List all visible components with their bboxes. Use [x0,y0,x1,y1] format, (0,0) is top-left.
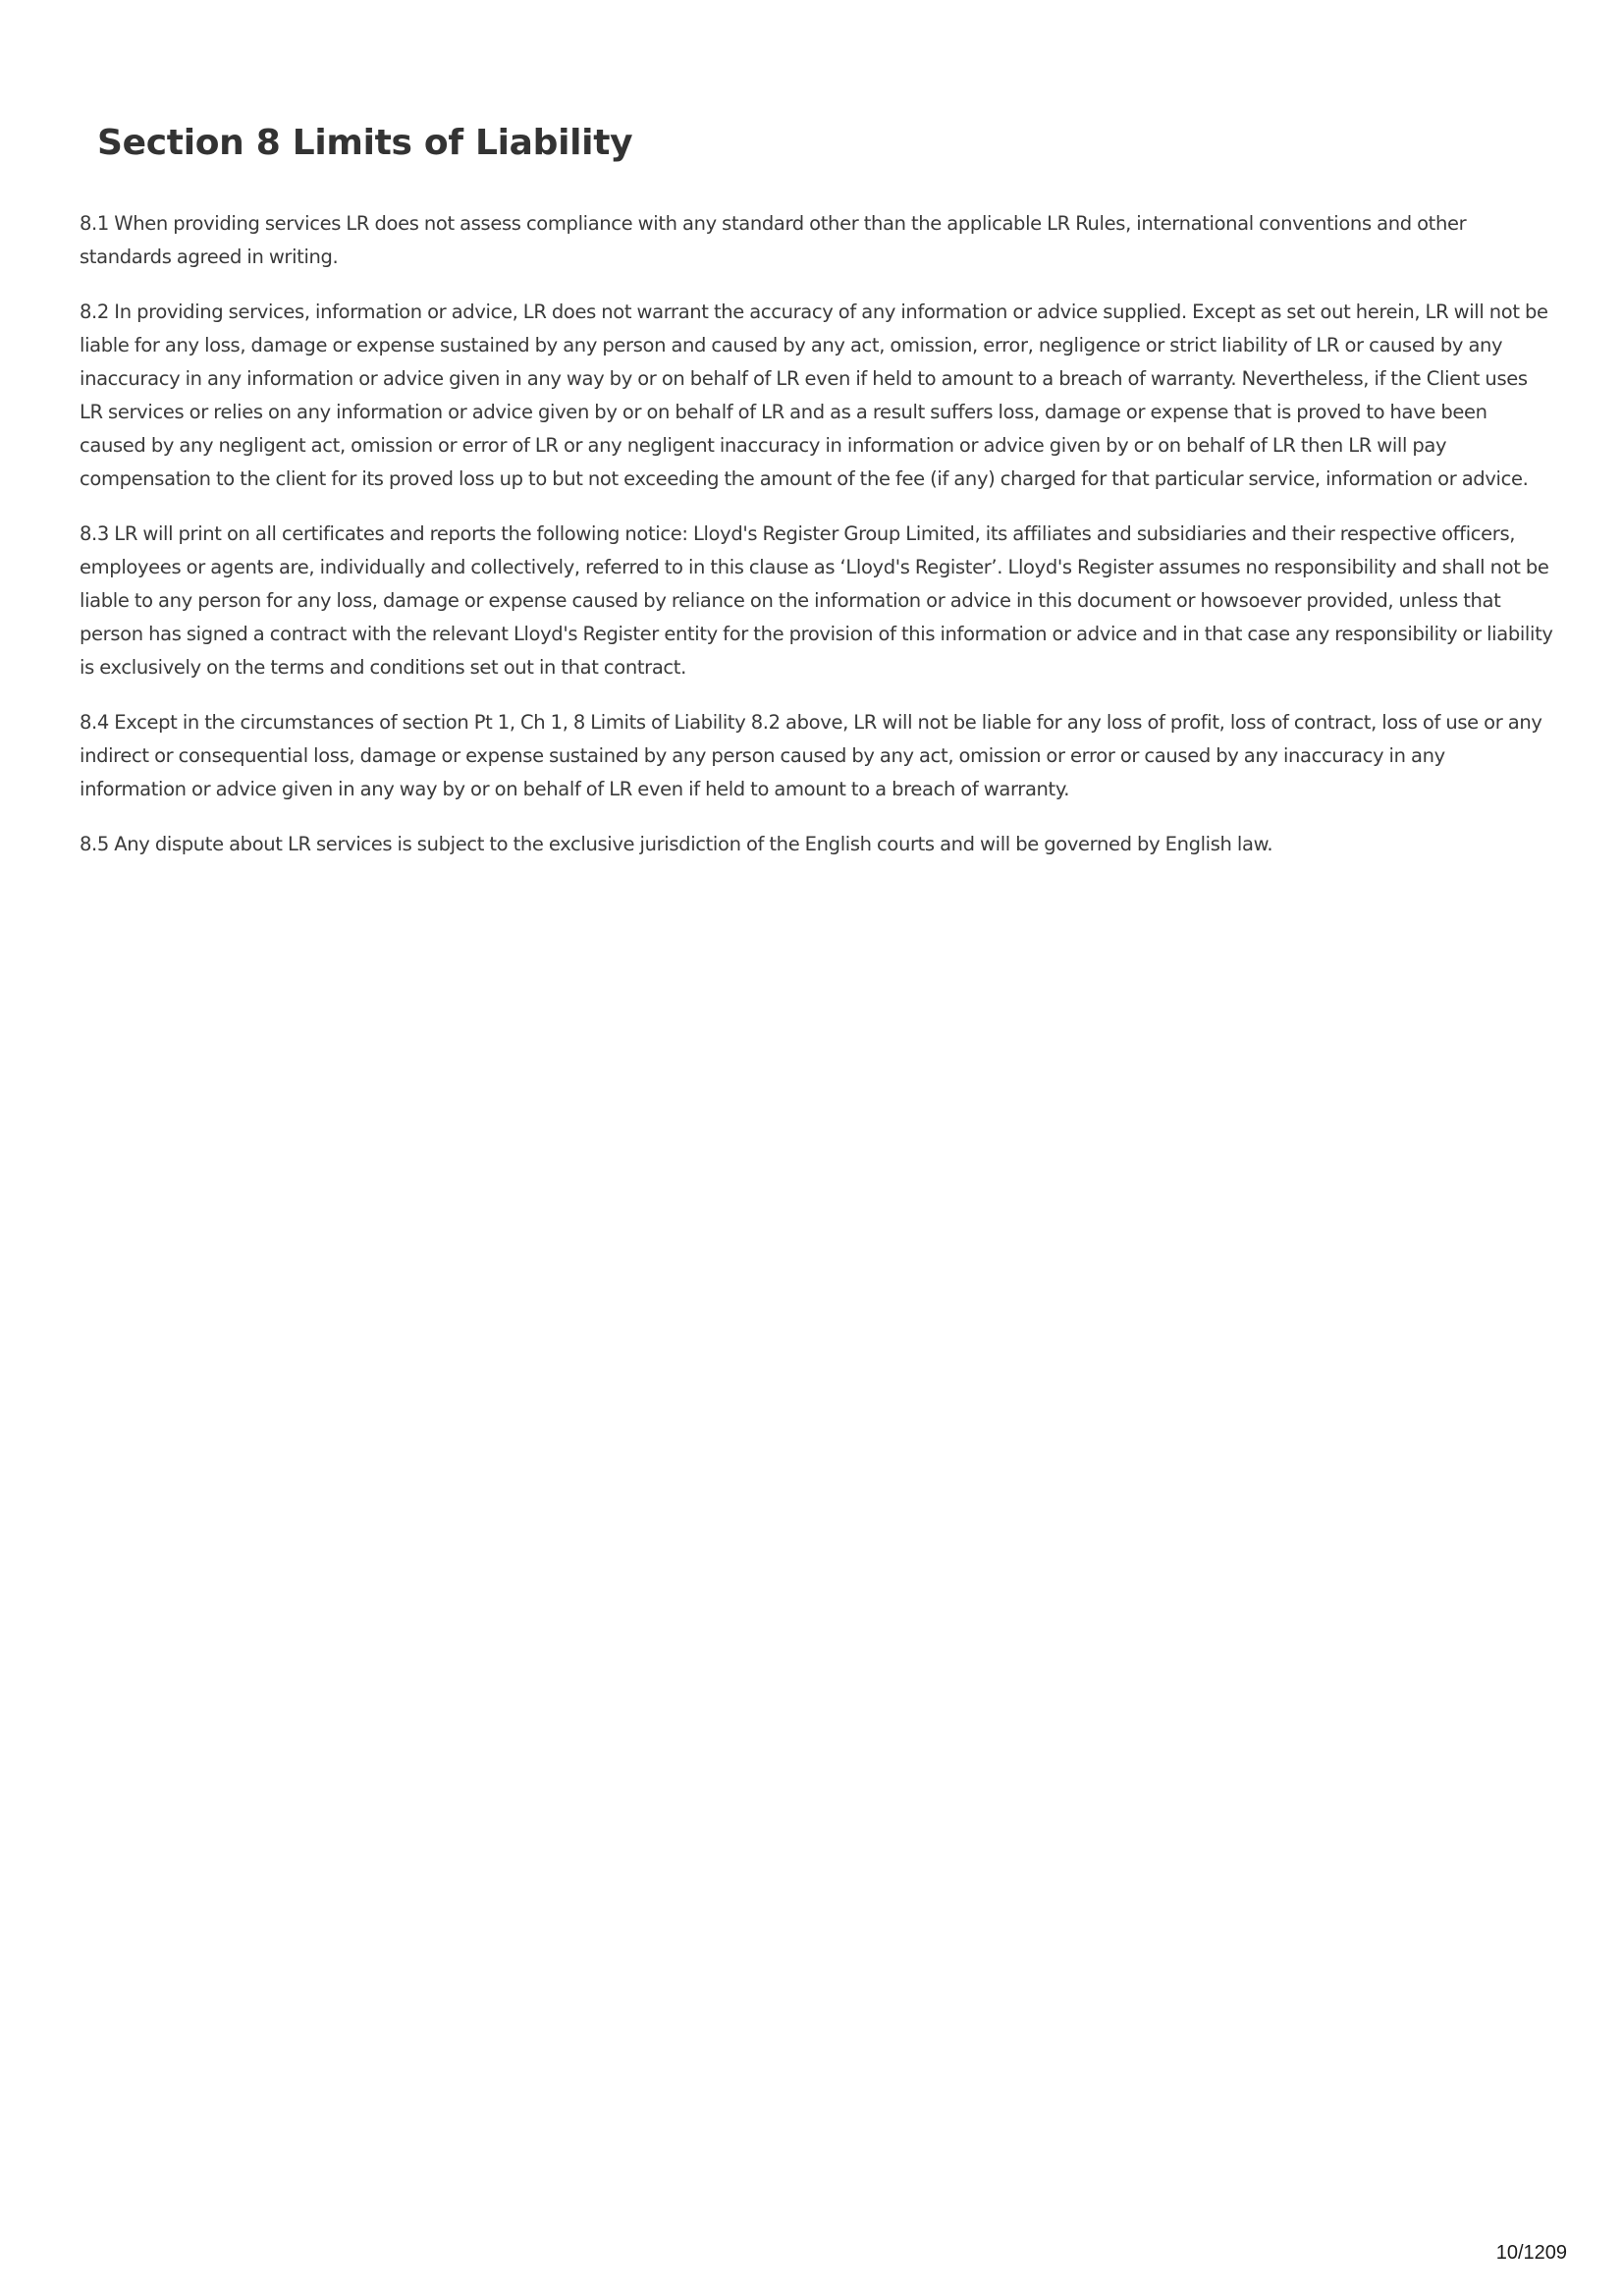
section-title: Section 8 Limits of Liability [97,123,633,163]
clause-8-2: 8.2 In providing services, information or advice, LR does not warrant the accuracy of any information or advice supplied. Except as set out herein, LR will not be liable for any loss, damage or expense sustained by any person and caused by any act, omission, error, negligence or strict liability of LR or caused by any inaccuracy in any information or advice given in any way by or on behalf of LR even if held to amount to a breach of warranty. Nevertheless, if the Client uses LR services or relies on any information or advice given by or on behalf of LR and as a result suffers loss, damage or expense that is proved to have been caused by any negligent act, omission or error of LR or any negligent inaccuracy in information or advice given by or on behalf of LR then LR will pay compensation to the client for its proved loss up to but not exceeding the amount of the fee (if any) charged for that particular service, information or advice. [80,301,1548,490]
page-number: 10/1209 [1495,2242,1567,2264]
clause-8-1: 8.1 When providing services LR does not assess compliance with any standard other than the applicable LR Rules, international conventions and other standards agreed in writing. [80,212,1467,268]
section-body [80,207,1554,883]
clause-8-3: 8.3 LR will print on all certificates and reports the following notice: Lloyd's Register Group Limited, its affiliates and subsidiaries and their respective officers, employees or agents are, individually and collectively, referred to in this clause as ‘Lloyd's Register’. Lloyd's Register assumes no responsibility and shall not be liable to any person for any loss, damage or expense caused by reliance on the information or advice in this document or howsoever provided, unless that person has signed a contract with the relevant Lloyd's Register entity for the provision of this information or advice and in that case any responsibility or liability is exclusively on the terms and conditions set out in that contract. [80,522,1553,679]
clause-8-5: 8.5 Any dispute about LR services is subject to the exclusive jurisdiction of the English courts and will be governed by English law. [80,833,1273,855]
clause-8-4: 8.4 Except in the circumstances of section Pt 1, Ch 1, 8 Limits of Liability 8.2 above, LR will not be liable for any loss of profit, loss of contract, loss of use or any indirect or consequential loss, damage or expense sustained by any person caused by any act, omission or error or caused by any inaccuracy in any information or advice given in any way by or on behalf of LR even if held to amount to a breach of warranty. [80,711,1542,800]
